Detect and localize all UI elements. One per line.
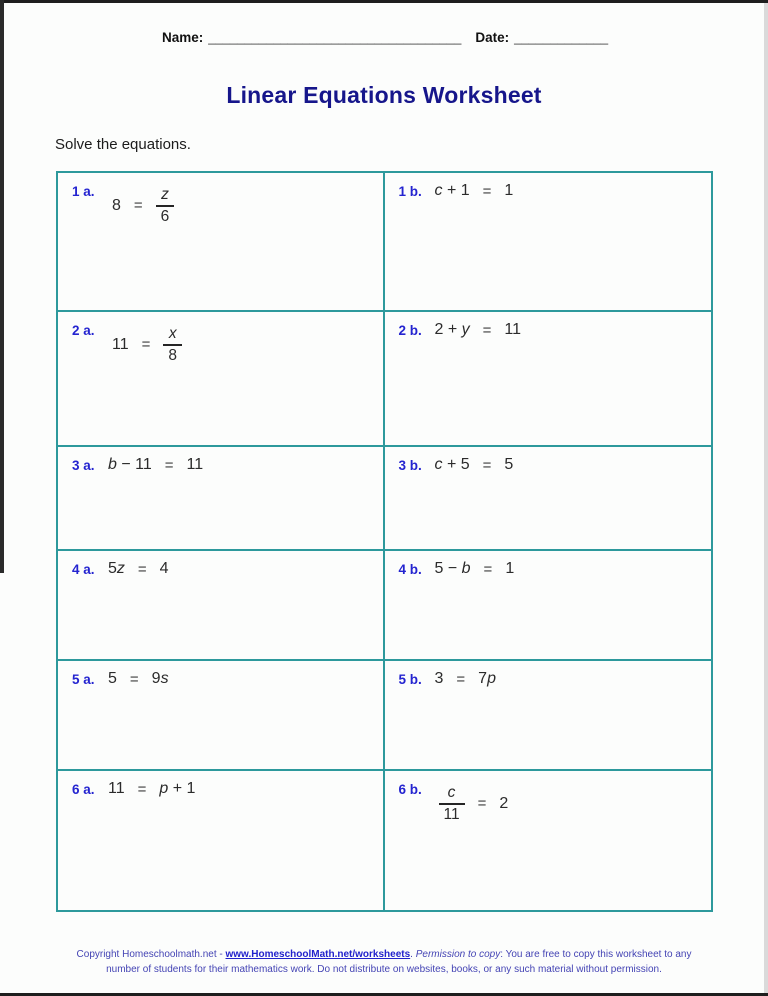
footer xyxy=(64,947,704,977)
problem-label: 6 b. xyxy=(398,782,422,797)
problem-cell-3a xyxy=(58,445,385,549)
footer-permission-phrase: Permission to copy xyxy=(415,949,501,960)
name-date-row xyxy=(162,30,608,45)
page-edge-top xyxy=(0,0,768,3)
instruction-text: Solve the equations. xyxy=(55,136,191,153)
problem-label: 2 a. xyxy=(72,323,95,338)
equation: 3 = 7 p xyxy=(434,670,496,688)
problem-label: 3 a. xyxy=(72,458,95,473)
footer-copyright-text: Copyright Homeschoolmath.net - xyxy=(76,949,226,960)
problem-label: 1 b. xyxy=(398,184,422,199)
equation: 5 − b = 1 xyxy=(434,560,515,578)
fraction-bar xyxy=(439,803,465,805)
problem-cell-3b xyxy=(385,445,712,549)
problem-cell-1b xyxy=(385,173,712,310)
fraction-bar xyxy=(163,344,182,346)
problem-cell-5b xyxy=(385,659,712,769)
fraction: $\frac{z}{6}$ xyxy=(156,186,175,226)
name-label: Name: xyxy=(162,30,204,45)
equation: 5 z = 4 xyxy=(108,560,169,578)
equation: c + 5 = 5 xyxy=(434,456,514,474)
problems-grid xyxy=(56,171,713,912)
problem-label: 5 b. xyxy=(398,672,422,687)
problem-label: 1 a. xyxy=(72,184,95,199)
equation: 2 + y = 11 xyxy=(434,321,522,339)
footer-rest-text: : You are free to copy this worksheet to any number of students for their mathematics work. Do not distribute on websites, books, or any such material without permission. xyxy=(106,949,692,975)
equation: 5 = 9 s xyxy=(108,670,169,688)
fraction: $\frac{x}{8}$ xyxy=(163,325,182,365)
footer-link[interactable]: www.HomeschoolMath.net/worksheets xyxy=(225,949,411,960)
page-edge-right xyxy=(764,3,768,996)
problem-label: 4 a. xyxy=(72,562,95,577)
problem-cell-6b xyxy=(385,769,712,910)
problem-label: 3 b. xyxy=(398,458,422,473)
problem-cell-4b xyxy=(385,549,712,659)
problem-label: 4 b. xyxy=(398,562,422,577)
problem-label: 2 b. xyxy=(398,323,422,338)
equation: $\frac{c}{11}$ = 2 xyxy=(439,784,509,824)
date-label: Date: xyxy=(475,30,510,45)
problem-cell-6a xyxy=(58,769,385,910)
footer-period: . xyxy=(410,949,416,960)
problem-cell-2b xyxy=(385,310,712,445)
equation: 11 = $\frac{x}{8}$ xyxy=(112,325,182,365)
problem-cell-1a xyxy=(58,173,385,310)
name-blank-line: ___________________________________ xyxy=(208,30,462,45)
page-title: Linear Equations Worksheet xyxy=(226,82,542,108)
equation: b − 11 = 11 xyxy=(108,456,204,474)
problem-cell-2a xyxy=(58,310,385,445)
fraction: $\frac{c}{11}$ xyxy=(439,784,465,824)
problem-cell-5a xyxy=(58,659,385,769)
fraction-bar xyxy=(156,205,175,207)
problem-label: 5 a. xyxy=(72,672,95,687)
date-blank-line: _____________ xyxy=(514,30,609,45)
equation: c + 1 = 1 xyxy=(434,182,514,200)
equation: 11 = p + 1 xyxy=(108,780,196,798)
problem-label: 6 a. xyxy=(72,782,95,797)
problem-cell-4a xyxy=(58,549,385,659)
equation: 8 = $\frac{z}{6}$ xyxy=(112,186,174,226)
